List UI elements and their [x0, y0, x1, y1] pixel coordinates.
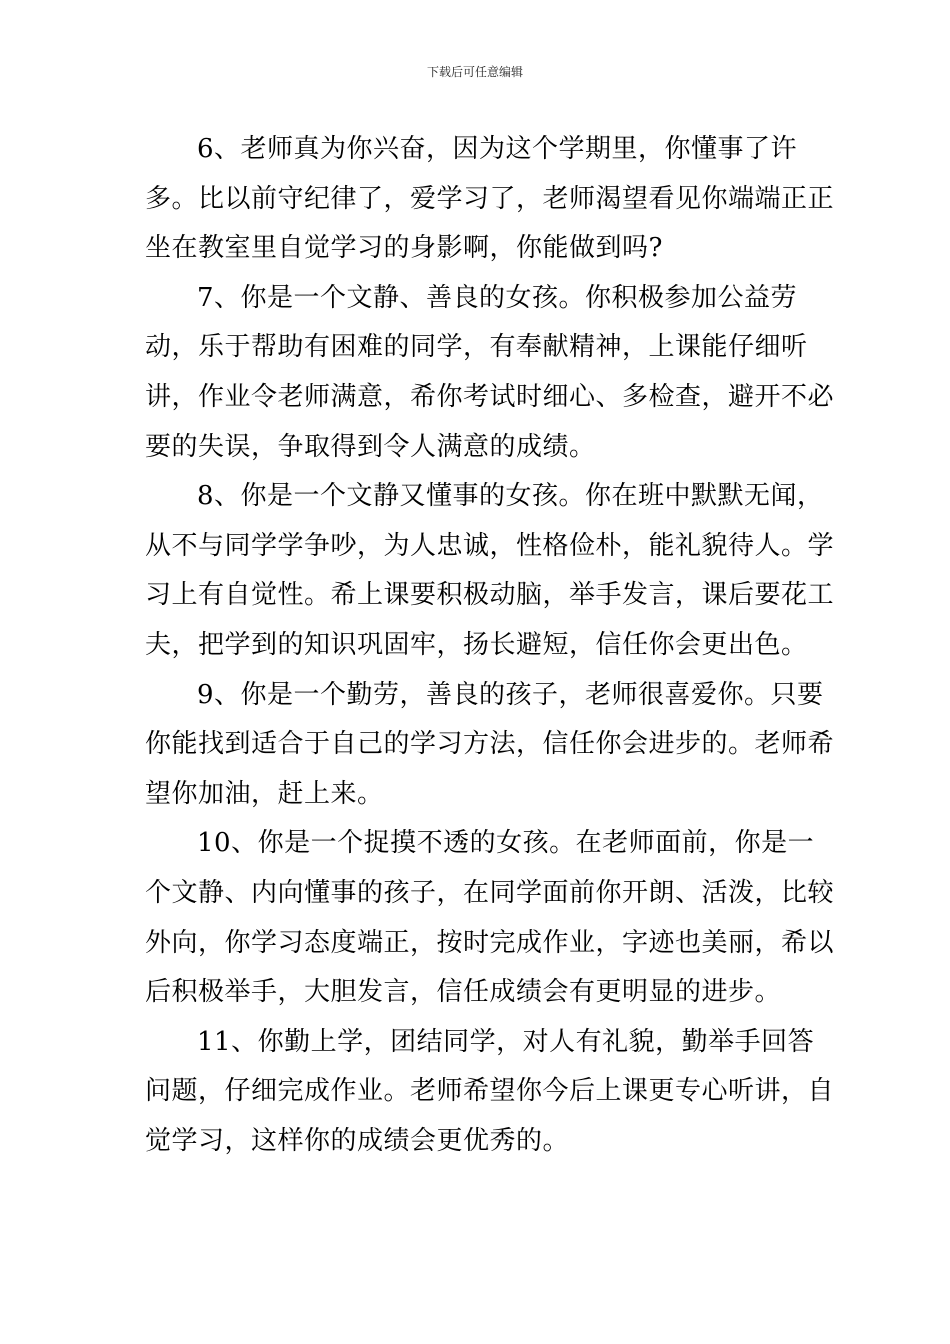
paragraph-comment-11: 11、你勤上学，团结同学，对人有礼貌，勤举手回答问题，仔细完成作业。老师希望你今后上课更专心听讲，自觉学习，这样你的成绩会更优秀的。	[145, 1026, 835, 1156]
paragraph-comment-8: 8、你是一个文静又懂事的女孩。你在班中默默无闻，从不与同学学争吵，为人忠诚，性格俭朴，能礼貌待人。学习上有自觉性。希上课要积极动脑，举手发言，课后要花工夫，把学到的知识巩固牢，扬长避短，信任你会更出色。	[145, 481, 835, 660]
page-header: 下载后可任意编辑	[426, 65, 523, 79]
document-body	[145, 125, 835, 1166]
paragraph-comment-6: 6、老师真为你兴奋，因为这个学期里，你懂事了许多。比以前守纪律了，爱学习了，老师渴望看见你端端正正坐在教室里自觉学习的身影啊，你能做到吗?	[145, 134, 835, 264]
paragraph-comment-9: 9、你是一个勤劳，善良的孩子，老师很喜爱你。只要你能找到适合于自己的学习方法，信任你会进步的。老师希望你加油，赶上来。	[145, 679, 835, 809]
paragraph-comment-10: 10、你是一个捉摸不透的女孩。在老师面前，你是一个文静、内向懂事的孩子，在同学面前你开朗、活泼，比较外向，你学习态度端正，按时完成作业，字迹也美丽，希以后积极举手，大胆发言，信任成绩会有更明显的进步。	[145, 828, 835, 1008]
paragraph-comment-7: 7、你是一个文静、善良的女孩。你积极参加公益劳动，乐于帮助有困难的同学，有奉献精神，上课能仔细听讲，作业令老师满意，希你考试时细心、多检查，避开不必要的失误，争取得到令人满意的成绩。	[145, 282, 835, 462]
